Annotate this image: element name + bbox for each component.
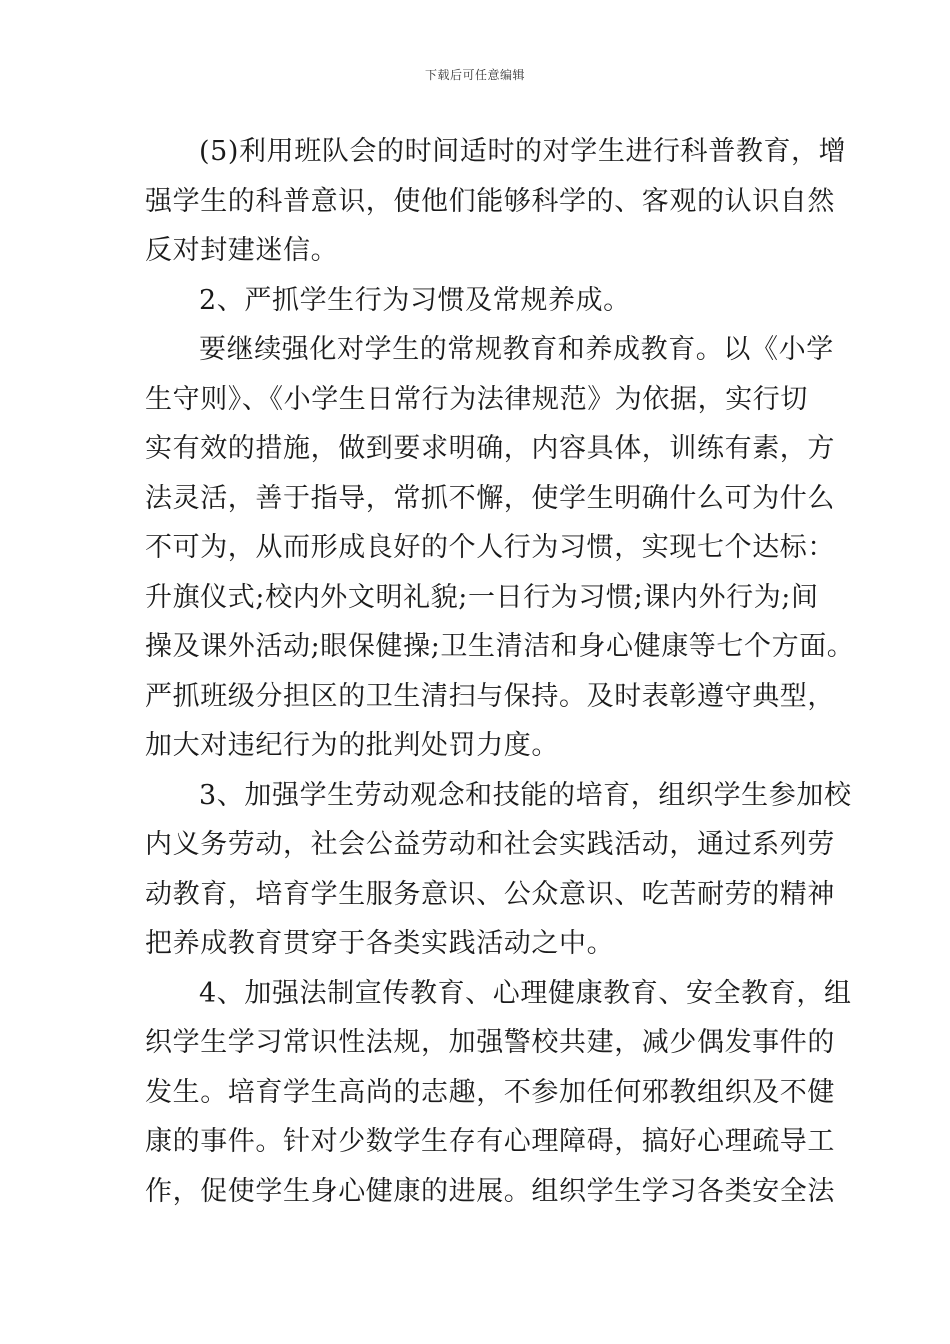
paragraph-2 [145, 276, 815, 326]
paragraph-3 [145, 325, 855, 771]
text-line: 把养成教育贯穿于各类实践活动之中。 [145, 928, 615, 959]
document-body [145, 127, 855, 1216]
text-line: 康的事件。针对少数学生存有心理障碍，搞好心理疏导工 [145, 1126, 835, 1157]
text-line: 反对封建迷信。 [145, 235, 339, 266]
text-line: 作，促使学生身心健康的进展。组织学生学习各类安全法 [145, 1175, 835, 1207]
text-line: 操及课外活动;眼保健操;卫生清洁和身心健康等七个方面。 [145, 631, 855, 662]
text-line: 实有效的措施，做到要求明确，内容具体，训练有素，方 [145, 433, 835, 464]
text-line: 要继续强化对学生的常规教育和养成教育。以《小学 [199, 334, 834, 365]
text-line: 不可为，从而形成良好的个人行为习惯，实现七个达标： [145, 532, 835, 563]
paragraph-5 [145, 969, 852, 1217]
text-line: 生守则》、《小学生日常行为法律规范》为依据，实行切 [145, 383, 808, 415]
text-line: 发生。培育学生高尚的志趣，不参加任何邪教组织及不健 [145, 1076, 835, 1108]
text-line: 2、严抓学生行为习惯及常规养成。 [199, 284, 631, 316]
text-line: 4、加强法制宣传教育、心理健康教育、安全教育，组 [199, 977, 852, 1009]
text-line: 法灵活，善于指导，常抓不懈，使学生明确什么可为什么 [145, 482, 835, 514]
text-line: 3、加强学生劳动观念和技能的培育，组织学生参加校 [199, 779, 852, 811]
text-line: 强学生的科普意识，使他们能够科学的、客观的认识自然 [145, 185, 835, 217]
paragraph-4 [145, 771, 852, 969]
paragraph-1 [145, 127, 847, 276]
text-line: 严抓班级分担区的卫生清扫与保持。及时表彰遵守典型， [145, 680, 835, 712]
text-line: (5)利用班队会的时间适时的对学生进行科普教育，增 [199, 136, 847, 167]
text-line: 动教育，培育学生服务意识、公众意识、吃苦耐劳的精神 [145, 878, 835, 910]
text-line: 升旗仪式;校内外文明礼貌;一日行为习惯;课内外行为;间 [145, 581, 819, 613]
text-line: 加大对违纪行为的批判处罚力度。 [145, 730, 559, 761]
text-line: 内义务劳动，社会公益劳动和社会实践活动，通过系列劳 [145, 829, 835, 860]
text-line: 织学生学习常识性法规，加强警校共建，减少偶发事件的 [145, 1027, 835, 1058]
download-note: 下载后可任意编辑 [424, 68, 525, 82]
